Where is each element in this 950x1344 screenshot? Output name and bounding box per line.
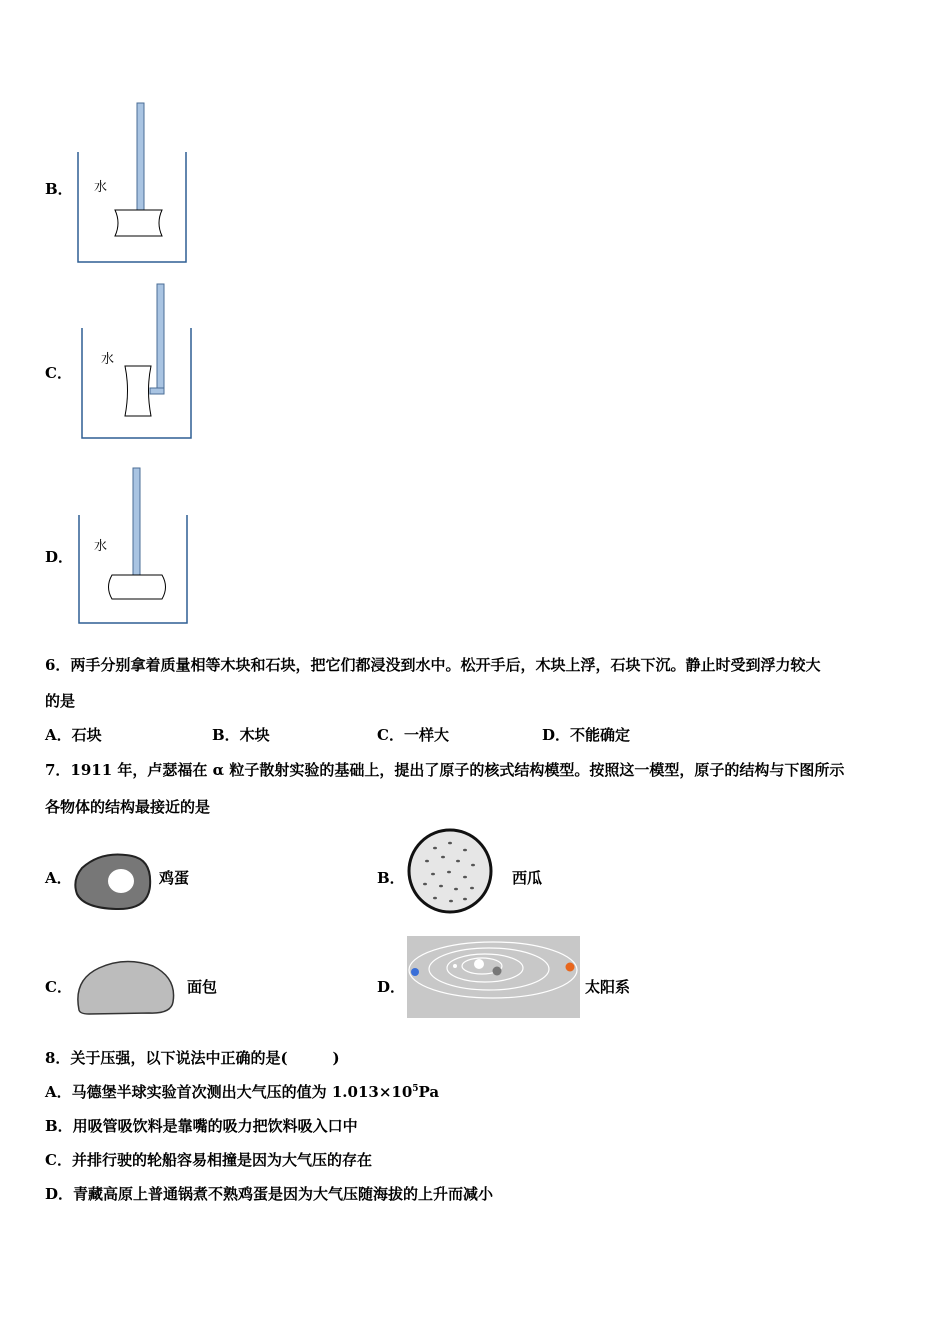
watermelon-icon — [405, 828, 495, 914]
water-label-d: 水 — [94, 539, 108, 554]
q8-option-a[interactable] — [45, 1081, 439, 1102]
water-label-b: 水 — [94, 180, 108, 195]
q7-option-c-label[interactable]: C． — [45, 978, 72, 996]
q7-option-b-label[interactable]: B． — [377, 869, 405, 887]
q8-option-a-unit: Pa — [418, 1083, 440, 1101]
option-b-label[interactable]: B． — [45, 180, 73, 198]
figure-d-container-diagram — [72, 465, 202, 630]
option-d-label[interactable]: D． — [45, 548, 74, 566]
figure-c-container-diagram — [75, 280, 205, 450]
q6-option-d[interactable]: D．不能确定 — [542, 726, 631, 744]
q6-option-a[interactable]: A．石块 — [45, 726, 102, 744]
q7-option-a-name: 鸡蛋 — [159, 869, 190, 887]
q7-option-d-label[interactable]: D． — [377, 978, 406, 996]
q8-option-a-text: A．马德堡半球实验首次测出大气压的值为 1.013×10 — [45, 1083, 413, 1101]
q7-stem-line1: 7．1911 年，卢瑟福在 α 粒子散射实验的基础上，提出了原子的核式结构模型。按照这一模型，原子的结构与下图所示 — [45, 761, 845, 779]
q6-option-b[interactable]: B．木块 — [212, 726, 270, 744]
q7-stem-line2: 各物体的结构最接近的是 — [45, 798, 211, 816]
q7-option-d-name: 太阳系 — [585, 978, 631, 996]
option-c-label[interactable]: C． — [45, 364, 72, 382]
q7-option-c-name: 面包 — [187, 978, 218, 996]
solar-system-icon — [407, 936, 580, 1018]
q7-option-a-label[interactable]: A． — [45, 869, 72, 887]
figure-b-container-diagram — [70, 100, 200, 270]
q6-stem-line2: 的是 — [45, 692, 76, 710]
q6-stem-line1: 6．两手分别拿着质量相等木块和石块，把它们都浸没到水中。松开手后，木块上浮，石块下沉。静止时受到浮力较大 — [45, 656, 821, 674]
q8-option-d[interactable]: D．青藏高原上普通锅煮不熟鸡蛋是因为大气压随海拔的上升而减小 — [45, 1185, 494, 1203]
water-label-c: 水 — [101, 352, 115, 367]
q8-option-a-exponent: 5 — [412, 1084, 419, 1094]
q8-stem: 8．关于压强，以下说法中正确的是( ) — [45, 1049, 340, 1067]
q6-option-c[interactable]: C．一样大 — [377, 726, 449, 744]
q8-option-c[interactable]: C．并排行驶的轮船容易相撞是因为大气压的存在 — [45, 1151, 372, 1169]
q8-option-b[interactable]: B．用吸管吸饮料是靠嘴的吸力把饮料吸入口中 — [45, 1117, 358, 1135]
bread-icon — [75, 958, 180, 1018]
egg-icon — [72, 852, 158, 914]
q7-option-b-name: 西瓜 — [512, 869, 543, 887]
